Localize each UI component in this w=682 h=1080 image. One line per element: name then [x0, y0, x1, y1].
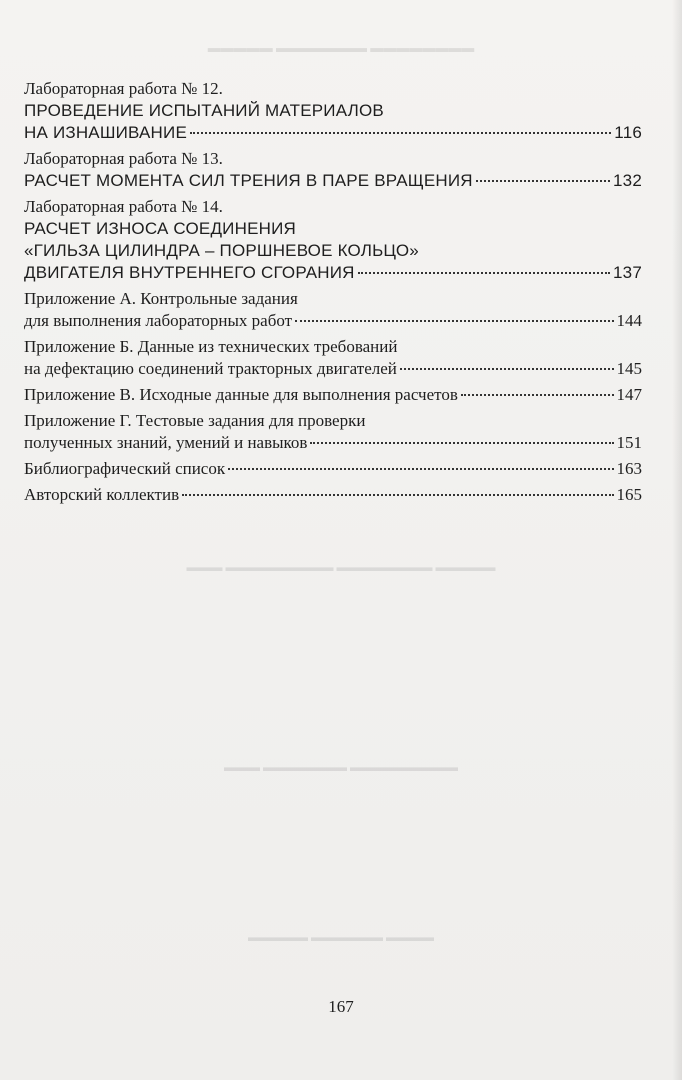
toc-entry-last-line: НА ИЗНАШИВАНИЕ 116 — [24, 123, 642, 142]
toc-entry-last-line: ДВИГАТЕЛЯ ВНУТРЕННЕГО СГОРАНИЯ 137 — [24, 263, 642, 282]
toc-entry-heading: Лабораторная работа № 14. — [24, 197, 223, 216]
toc-page-number: 116 — [614, 123, 642, 142]
table-of-contents — [24, 78, 642, 510]
toc-entry-title-line: «ГИЛЬЗА ЦИЛИНДРА – ПОРШНЕВОЕ КОЛЬЦО» — [24, 241, 419, 260]
toc-entry — [24, 336, 642, 380]
toc-entry-last-line: Приложение В. Исходные данные для выполнения расчетов 147 — [24, 385, 642, 404]
page-number: 167 — [328, 997, 354, 1016]
toc-entry-heading: Лабораторная работа № 13. — [24, 149, 223, 168]
bleed-through-text: ▬▬▬▬▬ ▬▬▬▬▬▬▬ ▬▬▬▬▬▬▬▬ — [207, 40, 475, 55]
toc-page-number: 137 — [613, 263, 642, 282]
dot-leader — [358, 272, 610, 274]
toc-entry-last-line: Авторский коллектив 165 — [24, 485, 642, 504]
toc-entry — [24, 384, 642, 406]
dot-leader — [182, 494, 613, 496]
dot-leader — [461, 394, 614, 396]
toc-page-number: 163 — [616, 459, 642, 478]
dot-leader — [228, 468, 613, 470]
dot-leader — [295, 320, 613, 322]
dot-leader — [476, 180, 610, 182]
page-gutter-shadow — [672, 0, 682, 1080]
toc-page-number: 132 — [613, 171, 642, 190]
toc-entry-title-line: Приложение А. Контрольные задания — [24, 289, 298, 308]
dot-leader — [310, 442, 613, 444]
toc-entry — [24, 410, 642, 454]
toc-entry-title-line: Приложение Б. Данные из технических требований — [24, 337, 398, 356]
toc-entry-title-line: РАСЧЕТ ИЗНОСА СОЕДИНЕНИЯ — [24, 219, 296, 238]
toc-entry-last-line: Библиографический список 163 — [24, 459, 642, 478]
toc-page-number: 144 — [616, 311, 642, 330]
toc-page-number: 145 — [616, 359, 642, 378]
dot-leader — [400, 368, 614, 370]
toc-entry — [24, 196, 642, 284]
toc-page-number: 165 — [616, 485, 642, 504]
toc-entry — [24, 288, 642, 332]
toc-entry-last-line: на дефектацию соединений тракторных двигателей 145 — [24, 359, 642, 378]
bleed-through-text: ▬▬▬ ▬▬▬▬▬▬▬ ▬▬▬▬▬▬▬▬▬ — [224, 760, 458, 774]
toc-entry — [24, 484, 642, 506]
toc-entry-title-line: ПРОВЕДЕНИЕ ИСПЫТАНИЙ МАТЕРИАЛОВ — [24, 101, 384, 120]
toc-entry — [24, 148, 642, 192]
toc-entry-last-line: для выполнения лабораторных работ 144 — [24, 311, 642, 330]
toc-entry-title-line: Приложение Г. Тестовые задания для проверки — [24, 411, 366, 430]
toc-entry — [24, 458, 642, 480]
toc-entry-last-line: РАСЧЕТ МОМЕНТА СИЛ ТРЕНИЯ В ПАРЕ ВРАЩЕНИЯ 132 — [24, 171, 642, 190]
toc-entry-last-line: полученных знаний, умений и навыков 151 — [24, 433, 642, 452]
toc-entry — [24, 78, 642, 144]
dot-leader — [190, 132, 611, 134]
toc-entry-heading: Лабораторная работа № 12. — [24, 79, 223, 98]
bleed-through-text: ▬▬▬▬▬ ▬▬▬▬▬▬ ▬▬▬▬ — [248, 930, 434, 944]
toc-page-number: 147 — [616, 385, 642, 404]
toc-page-number: 151 — [616, 433, 642, 452]
bleed-through-text: ▬▬▬ ▬▬▬▬▬▬▬▬▬ ▬▬▬▬▬▬▬▬ ▬▬▬▬▬ — [186, 560, 496, 574]
